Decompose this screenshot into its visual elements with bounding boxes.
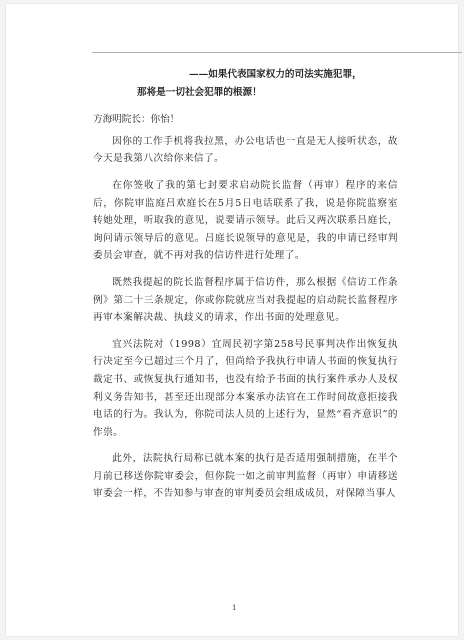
- document-page: [6, 4, 458, 636]
- paragraph: 既然我提起的院长监督程序属于信访件，那么根据《信访工作条例》第二十三条规定，你或你院就应当对我提起的启动院长监督程序再审本案解决裁、执歧义的请求，作出书面的处理意见。: [93, 276, 398, 324]
- epigraph: [93, 66, 398, 101]
- header-divider: [92, 52, 462, 53]
- paragraph: 此外，法院执行局称已就本案的执行是否适用强制措施，在半个月前已移送你院审委会，但你院一如之前审判监督（再审）申请移送审委会一样，不告知参与审查的审判委员会组成成员，对保障当事人: [93, 453, 398, 500]
- paragraph: 因你的工作手机将我拉黑，办公电话也一直是无人接听状态，故今天是我第八次给你来信了。: [93, 135, 398, 165]
- epigraph-line-2: 那将是一切社会犯罪的根源！: [137, 86, 262, 98]
- page-number: 1: [232, 604, 237, 612]
- document-body: [93, 66, 398, 512]
- paragraph: 宜兴法院对（1998）宜周民初字第258号民事判决作出恢复执行决定至今已超过三个月了，但尚给予我执行申请人书面的恢复执行裁定书、或恢复执行通知书，也没有给予书面的执行案件承办人及权利义务告知书，甚至还出现部分本案承办法官在工作时间故意拒接我电话的行为。我认为，你院司法人员的上述行为，显然“看齐意识”的作祟。: [93, 338, 398, 438]
- epigraph-line-1: ——如果代表国家权力的司法实施犯罪，: [189, 69, 362, 80]
- salutation: 方海明院长：你怡！: [93, 114, 180, 126]
- paragraph: 在你签收了我的第七封要求启动院长监督（再审）程序的来信后，你院审监庭吕欢庭长在5月5日电话联系了我，说是你院监察室转她处理，听取我的意见，说要请示领导。此后又两次联系吕庭长，询问请示领导后的意见。吕庭长说领导的意见是，我的申请已经审判委员会审查，就不再对我的信访件进行处理了。: [93, 179, 398, 262]
